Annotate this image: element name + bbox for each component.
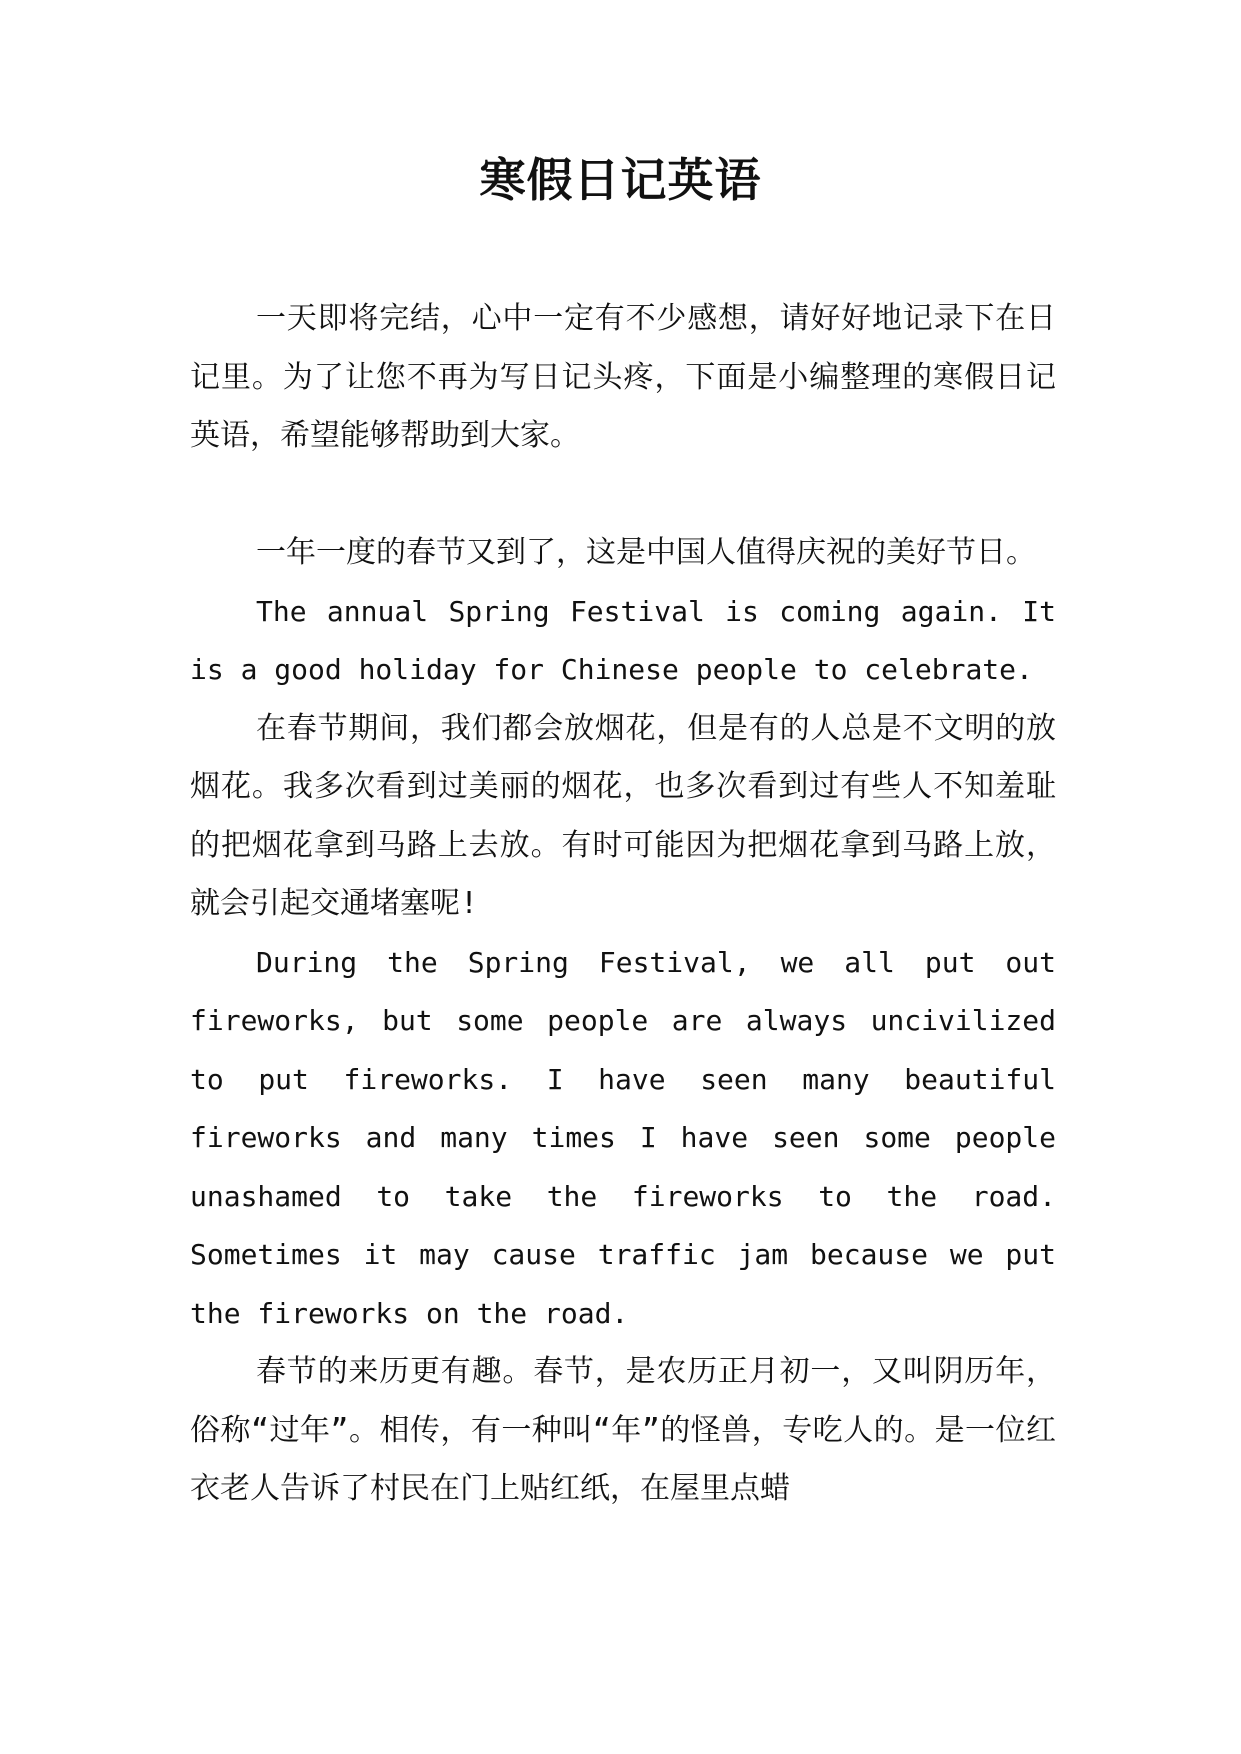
fireworks-zh-paragraph: 在春节期间，我们都会放烟花，但是有的人总是不文明的放烟花。我多次看到过美丽的烟花，也多次看到过有些人不知羞耻的把烟花拿到马路上去放。有时可能因为把烟花拿到马路上放，就会引起交通堵塞呢! — [190, 710, 1056, 921]
festival-origin-zh-paragraph: 春节的来历更有趣。春节，是农历正月初一，又叫阴历年，俗称“过年”。相传，有一种叫“年”的怪兽，专吃人的。是一位红衣老人告诉了村民在门上贴红纸，在屋里点蜡 — [190, 1354, 1056, 1506]
document-body — [190, 290, 1056, 1519]
intro-paragraph: 一天即将完结，心中一定有不少感想，请好好地记录下在日记里。为了让您不再为写日记头疼，下面是小编整理的寒假日记英语，希望能够帮助到大家。 — [190, 301, 1056, 453]
spring-festival-en-paragraph: The annual Spring Festival is coming again. It is a good holiday for Chinese people to celebrate. — [190, 594, 1056, 686]
document-title: 寒假日记英语 — [479, 153, 762, 207]
spring-festival-zh-paragraph: 一年一度的春节又到了，这是中国人值得庆祝的美好节日。 — [256, 535, 1036, 570]
fireworks-en-paragraph: During the Spring Festival, we all put out fireworks, but some people are always uncivilized to put fireworks. I have seen many beautiful fireworks and many times I have seen some people unashamed to take the fireworks to the road. Sometimes it may cause traffic jam because we put the fireworks on the road. — [190, 945, 1056, 1330]
